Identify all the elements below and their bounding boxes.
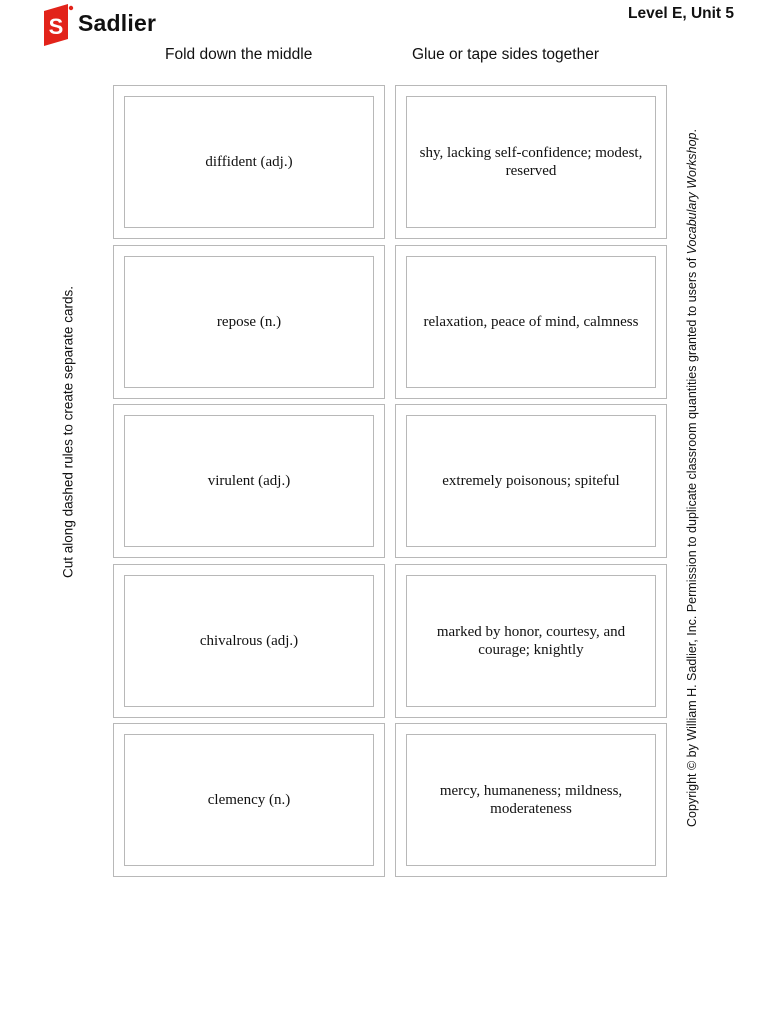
flashcard-row	[113, 245, 667, 399]
word-card-inner	[124, 96, 374, 228]
definition-card	[395, 85, 667, 239]
svg-text:S: S	[48, 14, 64, 39]
word-card-inner	[124, 575, 374, 707]
flashcard-row	[113, 404, 667, 558]
word-card	[113, 564, 385, 718]
flashcard-row	[113, 85, 667, 239]
fold-instruction: Fold down the middle	[165, 46, 313, 63]
definition-card-inner	[406, 256, 656, 388]
flashcard-row	[113, 723, 667, 877]
definition-text: mercy, humaneness; mildness, moderateness	[439, 783, 623, 817]
copyright-notice	[685, 129, 699, 827]
word-text: virulent (adj.)	[207, 473, 291, 489]
definition-card-inner	[406, 415, 656, 547]
definition-card-inner	[406, 734, 656, 866]
flashcard-row	[113, 564, 667, 718]
definition-card-inner	[406, 575, 656, 707]
word-card	[113, 245, 385, 399]
word-card	[113, 85, 385, 239]
definition-text: shy, lacking self-confidence; modest, reserved	[419, 145, 643, 179]
word-text: repose (n.)	[216, 313, 282, 330]
word-card-inner	[124, 256, 374, 388]
definition-text: marked by honor, courtesy, and courage; knightly	[436, 623, 626, 658]
definition-card-inner	[406, 96, 656, 228]
sadlier-logo	[42, 4, 182, 48]
definition-text: extremely poisonous; spiteful	[442, 473, 620, 489]
copyright-end: .	[685, 129, 699, 133]
definition-card	[395, 404, 667, 558]
sadlier-s-logo-icon	[42, 4, 74, 46]
copyright-text: Copyright © by William H. Sadlier, Inc. Permission to duplicate classroom quantities granted to users of	[685, 254, 699, 827]
word-card	[113, 404, 385, 558]
copyright-title: Vocabulary Workshop	[685, 132, 699, 255]
definition-card	[395, 723, 667, 877]
word-text: diffident (adj.)	[205, 154, 293, 170]
glue-instruction: Glue or tape sides together	[412, 46, 599, 63]
cut-instruction: Cut along dashed rules to create separate cards.	[60, 286, 76, 578]
definition-card	[395, 245, 667, 399]
word-text: chivalrous (adj.)	[199, 632, 299, 649]
brand-name: Sadlier	[78, 10, 157, 36]
level-unit-label: Level E, Unit 5	[628, 5, 734, 22]
flashcard-grid	[113, 85, 667, 883]
word-text: clemency (n.)	[207, 792, 291, 808]
definition-card	[395, 564, 667, 718]
word-card-inner	[124, 734, 374, 866]
word-card-inner	[124, 415, 374, 547]
definition-text: relaxation, peace of mind, calmness	[423, 313, 639, 330]
word-card	[113, 723, 385, 877]
